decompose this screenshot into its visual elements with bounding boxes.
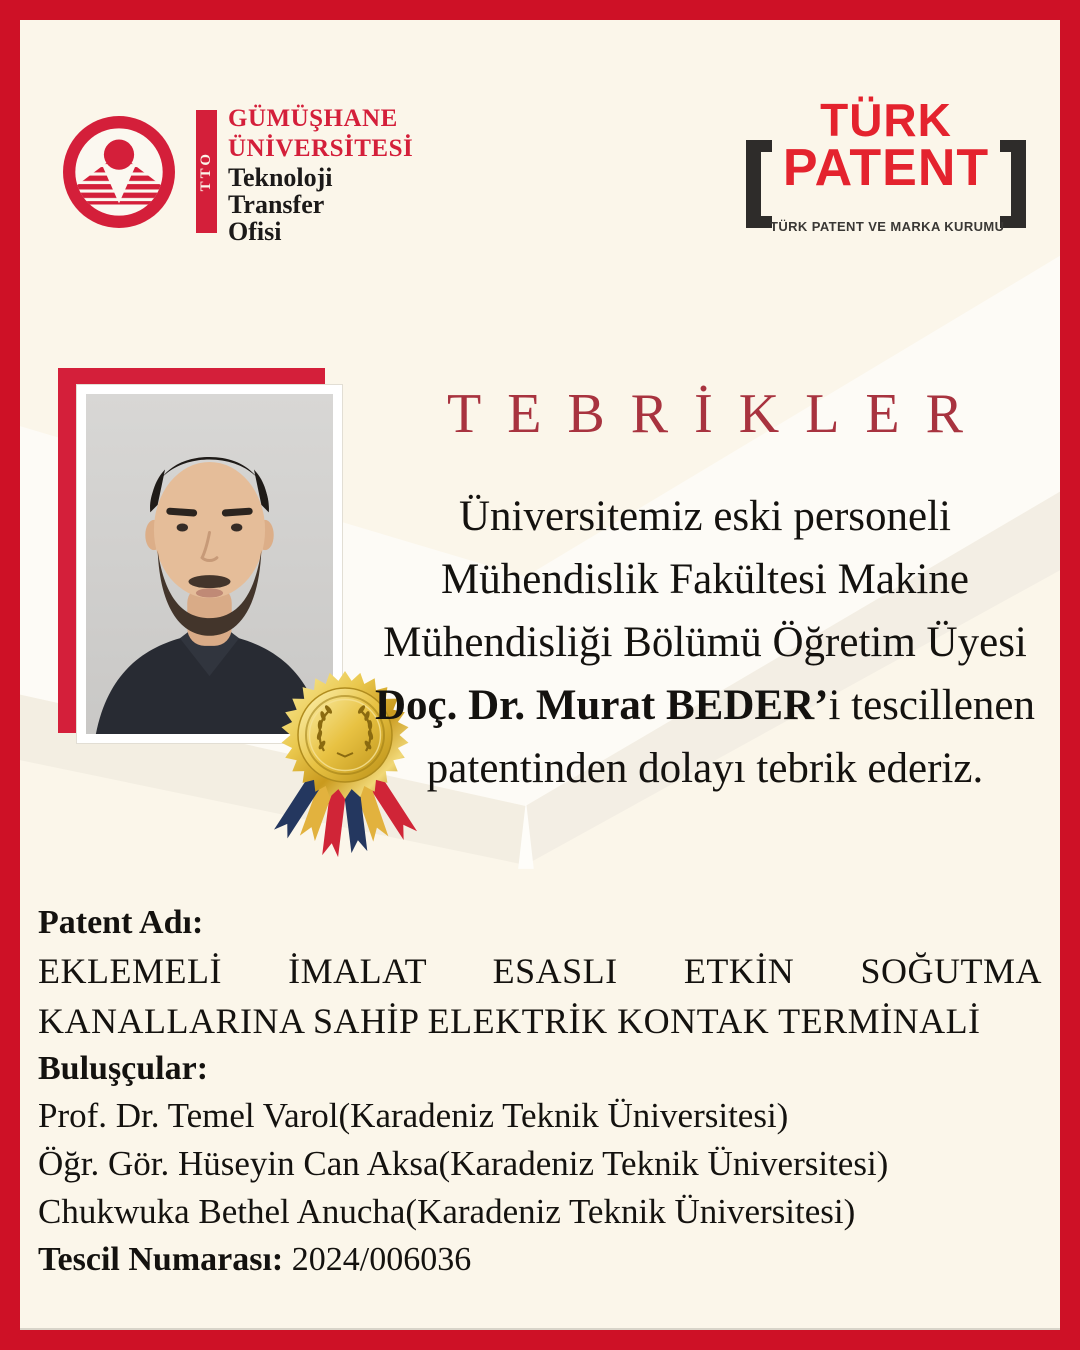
patent-title-line2: KANALLARINA SAHİP ELEKTRİK KONTAK TERMİNALİ	[38, 1001, 981, 1041]
tto-bar	[196, 110, 217, 233]
university-name-line2: ÜNİVERSİTESİ	[228, 135, 414, 162]
message-line1: Üniversitemiz eski personeli	[459, 493, 951, 540]
turkpatent-word-turk: TÜRK	[820, 94, 952, 146]
message-line5: patentinden dolayı tebrik ederiz.	[426, 745, 984, 792]
congrats-message	[372, 485, 1038, 800]
poster-inner	[20, 20, 1060, 1330]
university-emblem-icon	[63, 111, 175, 233]
congrats-section	[372, 383, 1038, 800]
turkpatent-word-patent: PATENT	[782, 139, 990, 197]
university-wordmark	[228, 104, 413, 245]
page-title: TEBRİKLER	[447, 383, 989, 445]
inventor-row: Öğr. Gör. Hüseyin Can Aksa(Karadeniz Teknik Üniversitesi)	[38, 1144, 889, 1183]
turkpatent-tagline: TÜRK PATENT VE MARKA KURUMU	[770, 219, 1005, 234]
office-line2: Transfer	[228, 190, 325, 219]
patent-title-line1: EKLEMELİ İMALAT ESASLI ETKİN SOĞUTMA	[38, 951, 1042, 991]
turkpatent-logo	[740, 95, 1032, 250]
university-name-line1: GÜMÜŞHANE	[228, 105, 398, 132]
patent-name-label: Patent Adı:	[38, 904, 204, 941]
honoree-name: Doç. Dr. Murat BEDER’	[374, 682, 829, 729]
inventor-row: Chukwuka Bethel Anucha(Karadeniz Teknik Üniversitesi)	[38, 1192, 856, 1231]
patent-info-section	[38, 900, 1042, 1284]
message-line3: Mühendisliği Bölümü Öğretim Üyesi	[383, 619, 1027, 666]
registration-label: Tescil Numarası:	[38, 1241, 284, 1278]
message-line2: Mühendislik Fakültesi Makine	[441, 556, 969, 603]
registration-row	[38, 1236, 1042, 1284]
office-line3: Ofisi	[228, 217, 282, 246]
message-line4: Doç. Dr. Murat BEDER’i tescillenen	[374, 682, 1035, 729]
office-line1: Teknoloji	[228, 163, 333, 192]
registration-number: 2024/006036	[291, 1241, 472, 1278]
tto-bar-label: TTO	[198, 151, 214, 192]
inventors-label: Buluşçular:	[38, 1050, 209, 1087]
inventor-row: Prof. Dr. Temel Varol(Karadeniz Teknik Üniversitesi)	[38, 1096, 789, 1135]
bottom-hairline	[20, 1328, 1060, 1330]
